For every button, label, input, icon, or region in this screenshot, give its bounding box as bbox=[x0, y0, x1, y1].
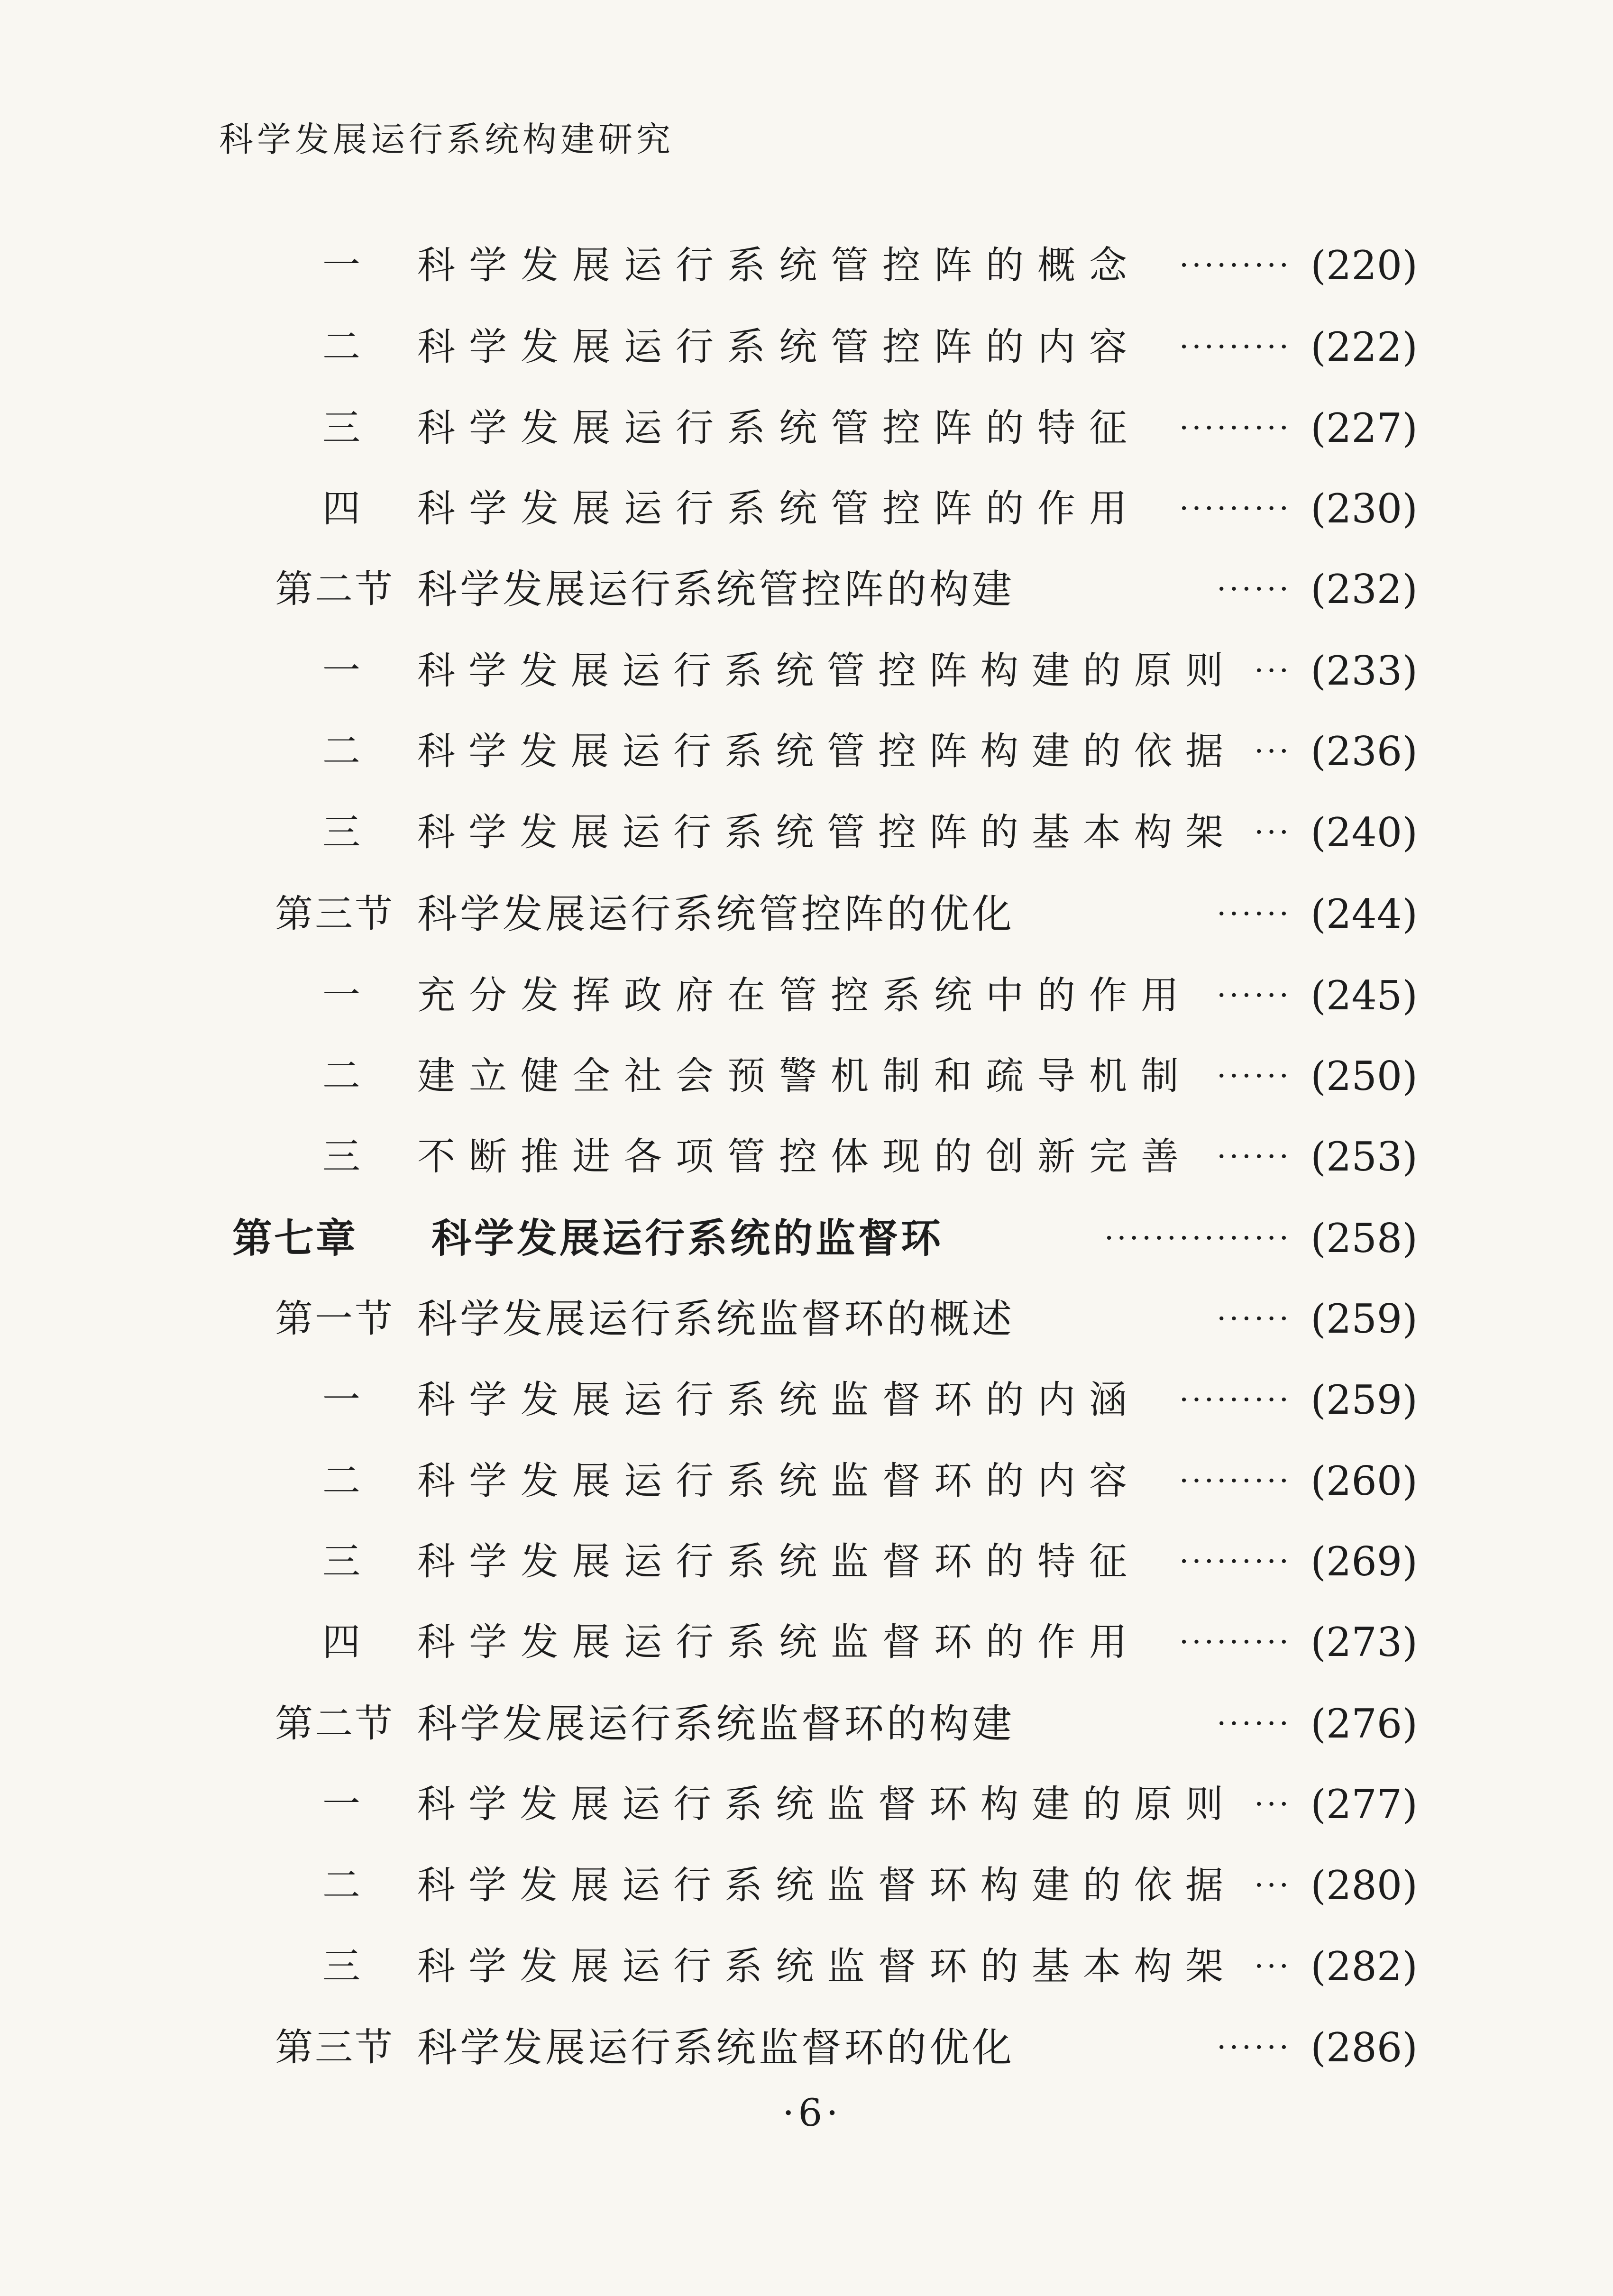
toc-page-ref: (276) bbox=[1311, 1701, 1418, 1747]
toc-dot-leader: ········· bbox=[1179, 1382, 1292, 1418]
toc-entry-number: 四 bbox=[322, 486, 360, 531]
toc-entry-number: 三 bbox=[322, 1134, 360, 1179]
toc-entry-number: 三 bbox=[322, 810, 360, 854]
toc-entry-item bbox=[322, 1857, 1422, 1914]
toc-page-ref: (282) bbox=[1311, 1943, 1418, 1990]
toc-page-ref: (277) bbox=[1311, 1781, 1418, 1828]
toc-page-ref: (260) bbox=[1311, 1458, 1418, 1504]
toc-entry-title: 科学发展运行系统监督环的内容 bbox=[417, 1459, 1141, 1503]
toc-entry-number: 三 bbox=[322, 1944, 360, 1988]
toc-entry-title: 科学发展运行系统管控阵的基本构架 bbox=[417, 810, 1237, 854]
toc-page-ref: (232) bbox=[1311, 566, 1418, 613]
toc-page-ref: (245) bbox=[1311, 972, 1418, 1019]
toc-entry-number: 一 bbox=[322, 649, 360, 693]
toc-entry-title: 科学发展运行系统管控阵的构建 bbox=[417, 566, 1015, 613]
toc-dot-leader: ······ bbox=[1217, 896, 1292, 932]
toc-entry-title: 科学发展运行系统监督环的内涵 bbox=[417, 1378, 1141, 1422]
toc-entry-title: 科学发展运行系统管控阵构建的原则 bbox=[417, 649, 1237, 693]
toc-page-ref: (269) bbox=[1311, 1538, 1418, 1585]
toc-dot-leader: ······ bbox=[1217, 572, 1292, 607]
toc-entry-item bbox=[322, 642, 1422, 699]
toc-entry-section bbox=[275, 1695, 1422, 1752]
toc-entry-section bbox=[275, 886, 1422, 942]
toc-entry-title: 建立健全社会预警机制和疏导机制 bbox=[417, 1054, 1192, 1098]
toc-entry-title: 科学发展运行系统管控阵的作用 bbox=[417, 486, 1141, 531]
toc-page-ref: (236) bbox=[1311, 728, 1418, 775]
toc-entry-number: 第一节 bbox=[275, 1297, 394, 1341]
toc-entry-item bbox=[322, 237, 1422, 294]
toc-entry-number: 四 bbox=[322, 1620, 360, 1664]
toc-entry-item bbox=[322, 1048, 1422, 1105]
toc-dot-leader: ······ bbox=[1217, 1301, 1292, 1336]
toc-page-ref: (233) bbox=[1311, 648, 1418, 694]
toc-entry-number: 二 bbox=[322, 729, 360, 773]
toc-entry-item bbox=[322, 480, 1422, 537]
toc-entry-section bbox=[275, 561, 1422, 618]
toc-dot-leader: ········· bbox=[1179, 1464, 1292, 1499]
toc-entry-item bbox=[322, 319, 1422, 375]
toc-dot-leader: ··· bbox=[1254, 734, 1292, 769]
toc-entry-title: 科学发展运行系统监督环的概述 bbox=[417, 1296, 1015, 1342]
toc-dot-leader: ··· bbox=[1254, 1787, 1292, 1822]
toc-entry-chapter bbox=[232, 1210, 1422, 1267]
toc-entry-item bbox=[322, 1614, 1422, 1671]
toc-entry-number: 第三节 bbox=[275, 892, 394, 936]
toc-page-ref: (253) bbox=[1311, 1134, 1418, 1180]
toc-entry-item bbox=[322, 1533, 1422, 1590]
toc-dot-leader: ········· bbox=[1179, 329, 1292, 365]
toc-entry-number: 三 bbox=[322, 406, 360, 450]
toc-entry-number: 第二节 bbox=[275, 567, 394, 611]
toc-entry-title: 科学发展运行系统管控阵的优化 bbox=[417, 891, 1015, 937]
toc-page-ref: (250) bbox=[1311, 1053, 1418, 1099]
toc-dot-leader: ········· bbox=[1179, 411, 1292, 446]
toc-dot-leader: ········· bbox=[1179, 1625, 1292, 1660]
toc-dot-leader: ··············· bbox=[1104, 1221, 1292, 1256]
toc-page-ref: (227) bbox=[1311, 405, 1418, 451]
toc-page-ref: (259) bbox=[1311, 1296, 1418, 1342]
toc-entry-title: 科学发展运行系统监督环的构建 bbox=[417, 1701, 1015, 1747]
toc-entry-number: 二 bbox=[322, 1054, 360, 1098]
toc-entry-item bbox=[322, 1372, 1422, 1428]
toc-entry-item bbox=[322, 400, 1422, 457]
toc-entry-section bbox=[275, 2019, 1422, 2076]
toc-entry-number: 一 bbox=[322, 973, 360, 1017]
toc-dot-leader: ··· bbox=[1254, 815, 1292, 850]
toc-page-ref: (273) bbox=[1311, 1619, 1418, 1665]
toc-entry-title: 科学发展运行系统监督环的特征 bbox=[417, 1539, 1141, 1583]
running-header: 科学发展运行系统构建研究 bbox=[219, 119, 675, 159]
toc-entry-item bbox=[322, 1453, 1422, 1509]
toc-entry-title: 科学发展运行系统监督环构建的依据 bbox=[417, 1863, 1237, 1907]
toc-page-ref: (230) bbox=[1311, 485, 1418, 532]
toc-dot-leader: ········· bbox=[1179, 248, 1292, 283]
toc-dot-leader: ········· bbox=[1179, 1544, 1292, 1579]
toc-entry-item bbox=[322, 1776, 1422, 1833]
toc-dot-leader: ··· bbox=[1254, 1949, 1292, 1984]
toc-entry-item bbox=[322, 804, 1422, 861]
toc-entry-number: 第二节 bbox=[275, 1701, 394, 1746]
toc-entry-number: 一 bbox=[322, 1378, 360, 1422]
toc-page-ref: (258) bbox=[1311, 1215, 1418, 1262]
toc-entry-number: 一 bbox=[322, 1782, 360, 1826]
toc-entry-number: 二 bbox=[322, 325, 360, 369]
toc-dot-leader: ··· bbox=[1254, 1868, 1292, 1903]
toc-page-ref: (259) bbox=[1311, 1377, 1418, 1423]
toc-entry-item bbox=[322, 1128, 1422, 1185]
toc-dot-leader: ······ bbox=[1217, 1059, 1292, 1094]
toc-page-ref: (240) bbox=[1311, 809, 1418, 856]
toc-entry-title: 不断推进各项管控体现的创新完善 bbox=[417, 1134, 1192, 1179]
toc-entry-item bbox=[322, 1938, 1422, 1995]
toc-entry-title: 科学发展运行系统监督环的优化 bbox=[417, 2024, 1015, 2071]
page-number: ·6· bbox=[782, 2091, 842, 2135]
toc-dot-leader: ··· bbox=[1254, 653, 1292, 688]
toc-dot-leader: ······ bbox=[1217, 978, 1292, 1013]
toc-dot-leader: ······ bbox=[1217, 1139, 1292, 1174]
toc-entry-number: 一 bbox=[322, 243, 360, 287]
toc-entry-title: 科学发展运行系统的监督环 bbox=[431, 1215, 944, 1262]
toc-entry-number: 二 bbox=[322, 1459, 360, 1503]
toc-page-ref: (220) bbox=[1311, 242, 1418, 289]
toc-entry-title: 科学发展运行系统管控阵的概念 bbox=[417, 243, 1141, 287]
toc-entry-number: 二 bbox=[322, 1863, 360, 1907]
toc-entry-item bbox=[322, 723, 1422, 780]
toc-entry-number: 三 bbox=[322, 1539, 360, 1583]
toc-dot-leader: ········· bbox=[1179, 491, 1292, 526]
toc-entry-title: 充分发挥政府在管控系统中的作用 bbox=[417, 973, 1192, 1017]
toc-entry-title: 科学发展运行系统管控阵的内容 bbox=[417, 325, 1141, 369]
toc-entry-item bbox=[322, 967, 1422, 1024]
toc-entry-title: 科学发展运行系统监督环的基本构架 bbox=[417, 1944, 1237, 1988]
toc-page-ref: (280) bbox=[1311, 1862, 1418, 1909]
toc-entry-title: 科学发展运行系统监督环构建的原则 bbox=[417, 1782, 1237, 1826]
toc-dot-leader: ······ bbox=[1217, 1706, 1292, 1741]
toc-dot-leader: ······ bbox=[1217, 2030, 1292, 2065]
toc-page-ref: (286) bbox=[1311, 2024, 1418, 2071]
toc-page-ref: (244) bbox=[1311, 891, 1418, 937]
toc-entry-number: 第七章 bbox=[232, 1215, 358, 1262]
toc-entry-number: 第三节 bbox=[275, 2025, 394, 2069]
toc-page-ref: (222) bbox=[1311, 324, 1418, 370]
toc-entry-section bbox=[275, 1290, 1422, 1347]
toc-entry-title: 科学发展运行系统管控阵构建的依据 bbox=[417, 729, 1237, 773]
toc-entry-title: 科学发展运行系统管控阵的特征 bbox=[417, 406, 1141, 450]
toc-entry-title: 科学发展运行系统监督环的作用 bbox=[417, 1620, 1141, 1664]
